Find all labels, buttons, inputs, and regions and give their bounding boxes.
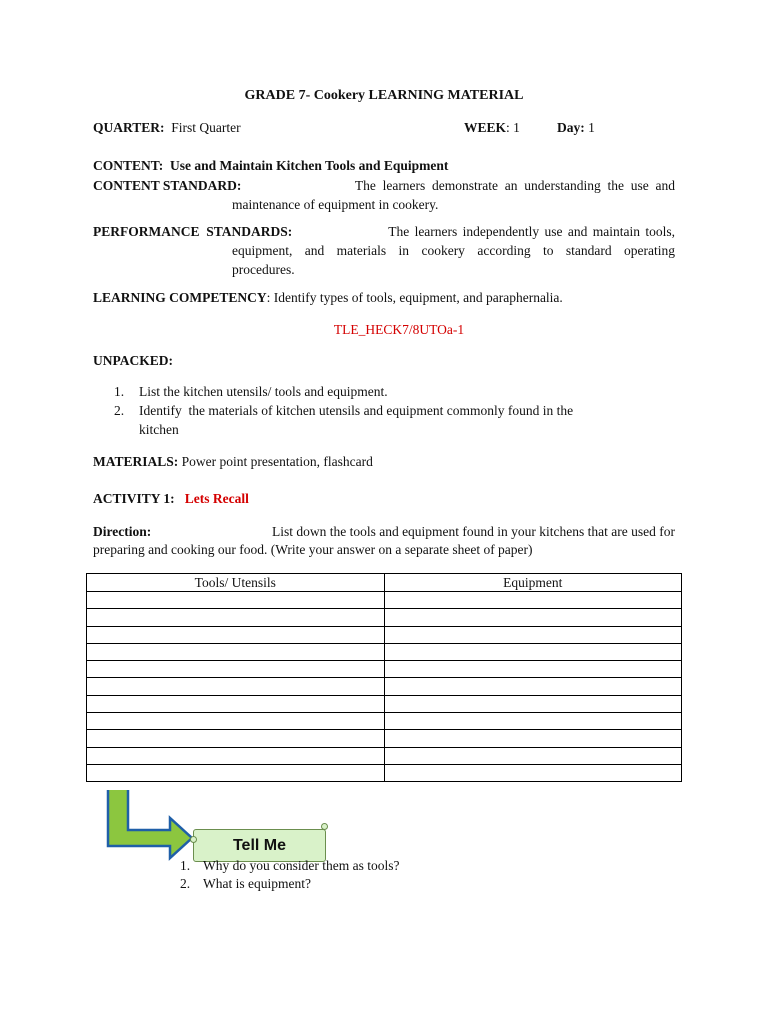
unpacked-item-2-text2: kitchen bbox=[139, 422, 179, 437]
scroll-curl-right-icon bbox=[321, 823, 328, 830]
tools-cell bbox=[87, 713, 385, 730]
unpacked-item-1-text: List the kitchen utensils/ tools and equipment. bbox=[139, 384, 388, 399]
table-row bbox=[87, 626, 682, 643]
question-2-text: What is equipment? bbox=[203, 876, 311, 891]
tools-cell bbox=[87, 695, 385, 712]
week-row bbox=[464, 120, 520, 136]
table-header-equipment: Equipment bbox=[384, 574, 682, 592]
unpacked-item-1-num: 1. bbox=[114, 384, 125, 399]
performance-standards-line2: equipment, and materials in cookery according to standard operating bbox=[232, 243, 675, 258]
table-row bbox=[87, 643, 682, 660]
tools-cell bbox=[87, 661, 385, 678]
direction-line2: preparing and cooking our food. (Write your answer on a separate sheet of paper) bbox=[93, 542, 533, 557]
content-standard-label: CONTENT STANDARD: bbox=[93, 178, 242, 193]
tell-me-banner: Tell Me bbox=[193, 829, 326, 862]
tools-cell bbox=[87, 626, 385, 643]
quarter-label: QUARTER: bbox=[93, 120, 165, 135]
performance-standards-line3: procedures. bbox=[232, 262, 295, 277]
table-header-tools: Tools/ Utensils bbox=[87, 574, 385, 592]
unpacked-item-1 bbox=[114, 384, 388, 400]
day-label: Day: bbox=[557, 120, 585, 135]
activity-row bbox=[93, 491, 249, 507]
scroll-curl-left-icon bbox=[190, 836, 197, 843]
learning-competency-label: LEARNING COMPETENCY bbox=[93, 290, 267, 305]
activity-title: Lets Recall bbox=[184, 491, 249, 506]
equipment-cell bbox=[384, 678, 682, 695]
tools-cell bbox=[87, 764, 385, 781]
equipment-cell bbox=[384, 609, 682, 626]
tools-cell bbox=[87, 643, 385, 660]
table-row bbox=[87, 678, 682, 695]
equipment-cell bbox=[384, 747, 682, 764]
performance-standards-line1: The learners independently use and maintain tools, bbox=[388, 224, 675, 239]
content-standard-row bbox=[93, 178, 675, 194]
unpacked-label: UNPACKED: bbox=[93, 353, 173, 368]
materials-label: MATERIALS: bbox=[93, 454, 179, 469]
table-row bbox=[87, 730, 682, 747]
answer-table bbox=[86, 573, 682, 782]
table-row bbox=[87, 713, 682, 730]
content-standard-line2: maintenance of equipment in cookery. bbox=[232, 197, 439, 212]
content-row bbox=[93, 158, 448, 174]
quarter-value: First Quarter bbox=[171, 120, 241, 135]
question-1 bbox=[180, 858, 400, 874]
day-value: 1 bbox=[588, 120, 595, 135]
equipment-cell bbox=[384, 695, 682, 712]
tools-cell bbox=[87, 730, 385, 747]
day-row bbox=[557, 120, 595, 136]
quarter-row bbox=[93, 120, 241, 136]
question-2 bbox=[180, 876, 311, 892]
equipment-cell bbox=[384, 713, 682, 730]
week-value: : 1 bbox=[506, 120, 520, 135]
table-row bbox=[87, 764, 682, 781]
table-header-row bbox=[87, 574, 682, 592]
tools-cell bbox=[87, 592, 385, 609]
equipment-cell bbox=[384, 764, 682, 781]
table-row bbox=[87, 609, 682, 626]
performance-standards-label: PERFORMANCE STANDARDS: bbox=[93, 224, 293, 239]
content-label: CONTENT: bbox=[93, 158, 164, 173]
tools-cell bbox=[87, 609, 385, 626]
table-row bbox=[87, 661, 682, 678]
table-row bbox=[87, 695, 682, 712]
content-standard-line1: The learners demonstrate an understanding the use and bbox=[354, 178, 675, 193]
arrow-icon bbox=[104, 790, 200, 862]
materials-value: Power point presentation, flashcard bbox=[181, 454, 373, 469]
table-row bbox=[87, 592, 682, 609]
activity-label: ACTIVITY 1: bbox=[93, 491, 175, 506]
direction-line1: List down the tools and equipment found in your kitchens that are used for bbox=[271, 524, 675, 539]
equipment-cell bbox=[384, 661, 682, 678]
competency-code: TLE_HECK7/8UTOa-1 bbox=[333, 322, 465, 337]
unpacked-item-2-text: Identify the materials of kitchen utensils and equipment commonly found in the bbox=[139, 403, 574, 418]
direction-row bbox=[93, 524, 675, 540]
question-2-num: 2. bbox=[180, 876, 191, 891]
unpacked-item-2-num: 2. bbox=[114, 403, 125, 418]
materials-row bbox=[93, 454, 373, 470]
question-1-text: Why do you consider them as tools? bbox=[203, 858, 400, 873]
tools-cell bbox=[87, 747, 385, 764]
tools-cell bbox=[87, 678, 385, 695]
table-row bbox=[87, 747, 682, 764]
equipment-cell bbox=[384, 592, 682, 609]
unpacked-item-2 bbox=[114, 403, 574, 419]
equipment-cell bbox=[384, 643, 682, 660]
equipment-cell bbox=[384, 626, 682, 643]
equipment-cell bbox=[384, 730, 682, 747]
question-1-num: 1. bbox=[180, 858, 191, 873]
learning-competency-row bbox=[93, 290, 563, 306]
learning-competency-value: : Identify types of tools, equipment, and paraphernalia. bbox=[266, 290, 563, 305]
page-title: GRADE 7- Cookery LEARNING MATERIAL bbox=[244, 88, 524, 103]
performance-standards-row bbox=[93, 224, 675, 240]
direction-label: Direction: bbox=[93, 524, 152, 539]
table-body bbox=[87, 592, 682, 782]
week-label: WEEK bbox=[464, 120, 507, 135]
content-value: Use and Maintain Kitchen Tools and Equipment bbox=[170, 158, 449, 173]
